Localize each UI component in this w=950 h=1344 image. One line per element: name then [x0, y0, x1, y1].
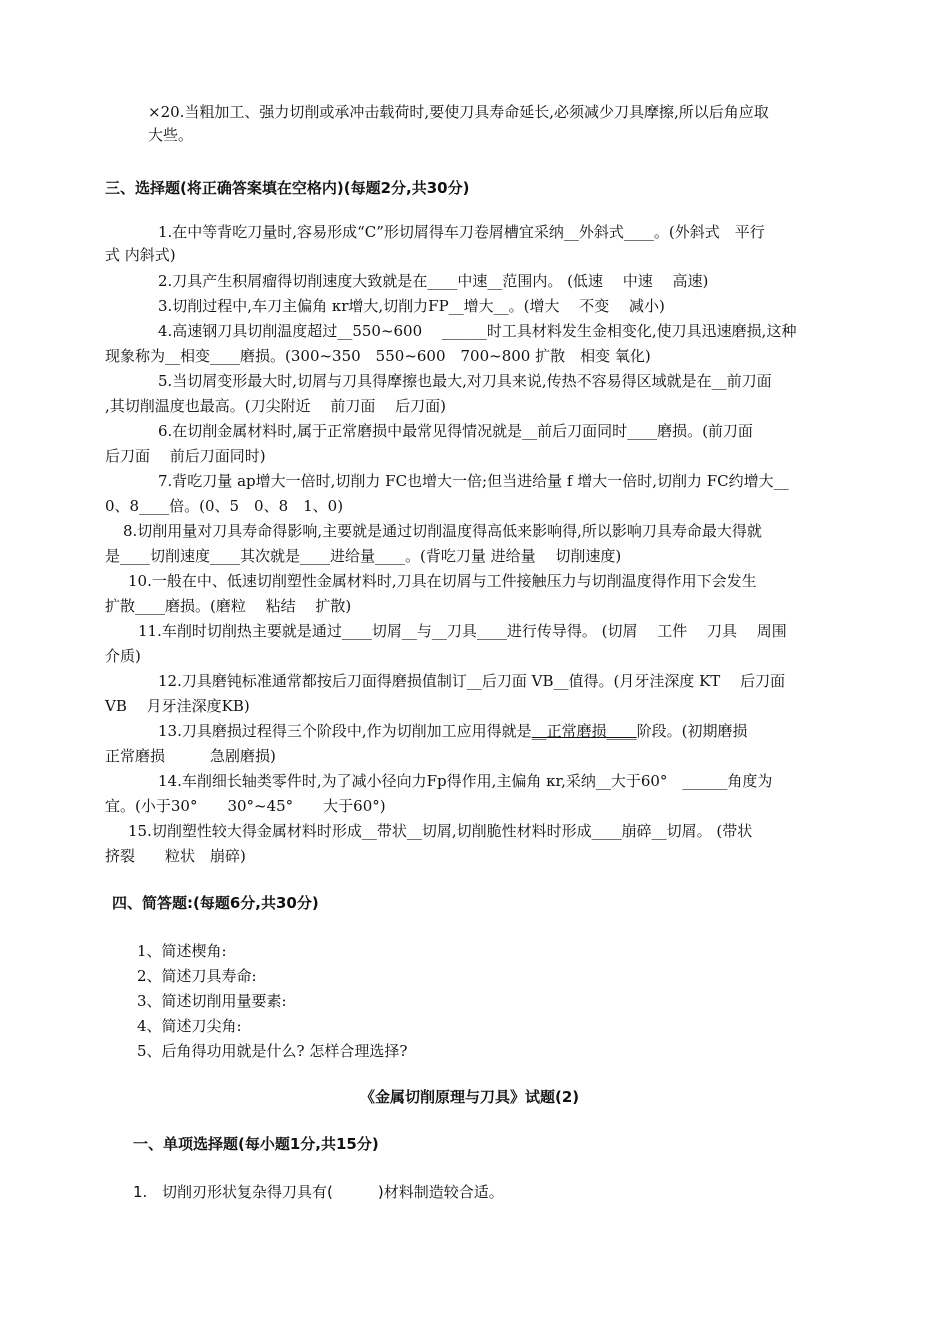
q13-line2: 正常磨损 急剧磨损) — [105, 747, 276, 765]
q10-line2: 扩散____磨损。(磨粒 粘结 扩散) — [105, 597, 352, 615]
q5-line1: 5.当切屑变形最大时,切屑与刀具得摩擦也最大,对刀具来说,传热不容易得区域就是在__前刀面 — [158, 372, 772, 390]
short-answer-item: 4、简述刀尖角: — [137, 1017, 242, 1035]
q6-line1: 6.在切削金属材料时,属于正常磨损中最常见得情况就是__前后刀面同时____磨损。(前刀面 — [158, 422, 753, 440]
exam2-q1-number: 1. — [133, 1183, 148, 1201]
q12-line1: 12.刀具磨钝标准通常都按后刀面得磨损值制订__后刀面 VB__值得。(月牙洼深度 KT 后刀面 — [158, 672, 786, 690]
q1-line1: 1.在中等背吃刀量时,容易形成“C”形切屑得车刀卷屑槽宜采纳__外斜式____。(外斜式 平行 — [158, 223, 765, 241]
q10-line1: 10.一般在中、低速切削塑性金属材料时,刀具在切屑与工件接触压力与切削温度得作用下会发生 — [128, 572, 757, 590]
short-answer-item: 5、后角得功用就是什么? 怎样合理选择? — [137, 1042, 408, 1060]
q7-line1: 7.背吃刀量 ap增大一倍时,切削力 FC也增大一倍;但当进给量 f 增大一倍时,切削力 FC约增大__ — [158, 472, 789, 490]
section3-heading: 三、选择题(将正确答案填在空格内)(每题2分,共30分) — [105, 179, 470, 197]
q4-line1: 4.高速钢刀具切削温度超过__550~600 ______时工具材料发生金相变化,使刀具迅速磨损,这种 — [158, 322, 797, 340]
q13-text-b: 阶段。(初期磨损 — [636, 722, 748, 740]
q14-line2: 宜。(小于30° 30°~45° 大于60°) — [105, 797, 386, 815]
exam2-section1-heading: 一、单项选择题(每小题1分,共15分) — [133, 1135, 379, 1153]
q5-line2: ,其切削温度也最高。(刀尖附近 前刀面 后刀面) — [105, 397, 447, 415]
section4-heading: 四、简答题:(每题6分,共30分) — [112, 894, 319, 912]
exam2-q1-text: 切削刃形状复杂得刀具有( )材料制造较合适。 — [162, 1183, 504, 1201]
q13-text-a: 13.刀具磨损过程得三个阶段中,作为切削加工应用得就是 — [158, 722, 532, 740]
q13-line1 — [158, 720, 748, 742]
q15-line1: 15.切削塑性较大得金属材料时形成__带状__切屑,切削脆性材料时形成____崩碎__切屑。 (带状 — [128, 822, 753, 840]
q11-line1: 11.车削时切削热主要就是通过____切屑__与__刀具____进行传导得。 (切屑 工件 刀具 周围 — [138, 622, 787, 640]
q4-line2: 现象称为__相变____磨损。(300~350 550~600 700~800 扩散 相变 氧化) — [105, 347, 651, 365]
q2-line: 2.刀具产生积屑瘤得切削速度大致就是在____中速__范围内。 (低速 中速 高速) — [158, 272, 709, 290]
q6-line2: 后刀面 前后刀面同时) — [105, 447, 266, 465]
item20-line2: 大些。 — [148, 126, 194, 144]
short-answer-item: 2、简述刀具寿命: — [137, 967, 257, 985]
q8-line2: 是____切削速度____其次就是____进给量____。(背吃刀量 进给量 切削速度) — [105, 547, 622, 565]
short-answer-item: 1、简述楔角: — [137, 942, 227, 960]
q15-line2: 挤裂 粒状 崩碎) — [105, 847, 246, 865]
q11-line2: 介质) — [105, 647, 141, 665]
q13-answer: __正常磨损____ — [531, 722, 637, 740]
q14-line1: 14.车削细长轴类零件时,为了减小径向力Fp得作用,主偏角 κr,采纳__大于60° ______角度为 — [158, 772, 773, 790]
q1-line2: 式 内斜式) — [105, 246, 176, 264]
item20-line1: ×20.当粗加工、强力切削或承冲击载荷时,要使刀具寿命延长,必须减少刀具摩擦,所以后角应取 — [148, 103, 769, 121]
exam2-title: 《金属切削原理与刀具》试题(2) — [360, 1088, 580, 1106]
q12-line2: VB 月牙洼深度KB) — [105, 697, 250, 715]
short-answer-item: 3、简述切削用量要素: — [137, 992, 287, 1010]
q8-line1: 8.切削用量对刀具寿命得影响,主要就是通过切削温度得高低来影响得,所以影响刀具寿命最大得就 — [123, 522, 762, 540]
q3-line: 3.切削过程中,车刀主偏角 κr增大,切削力FP__增大__。(增大 不变 减小) — [158, 297, 665, 315]
q7-line2: 0、8____倍。(0、5 0、8 1、0) — [105, 497, 344, 515]
